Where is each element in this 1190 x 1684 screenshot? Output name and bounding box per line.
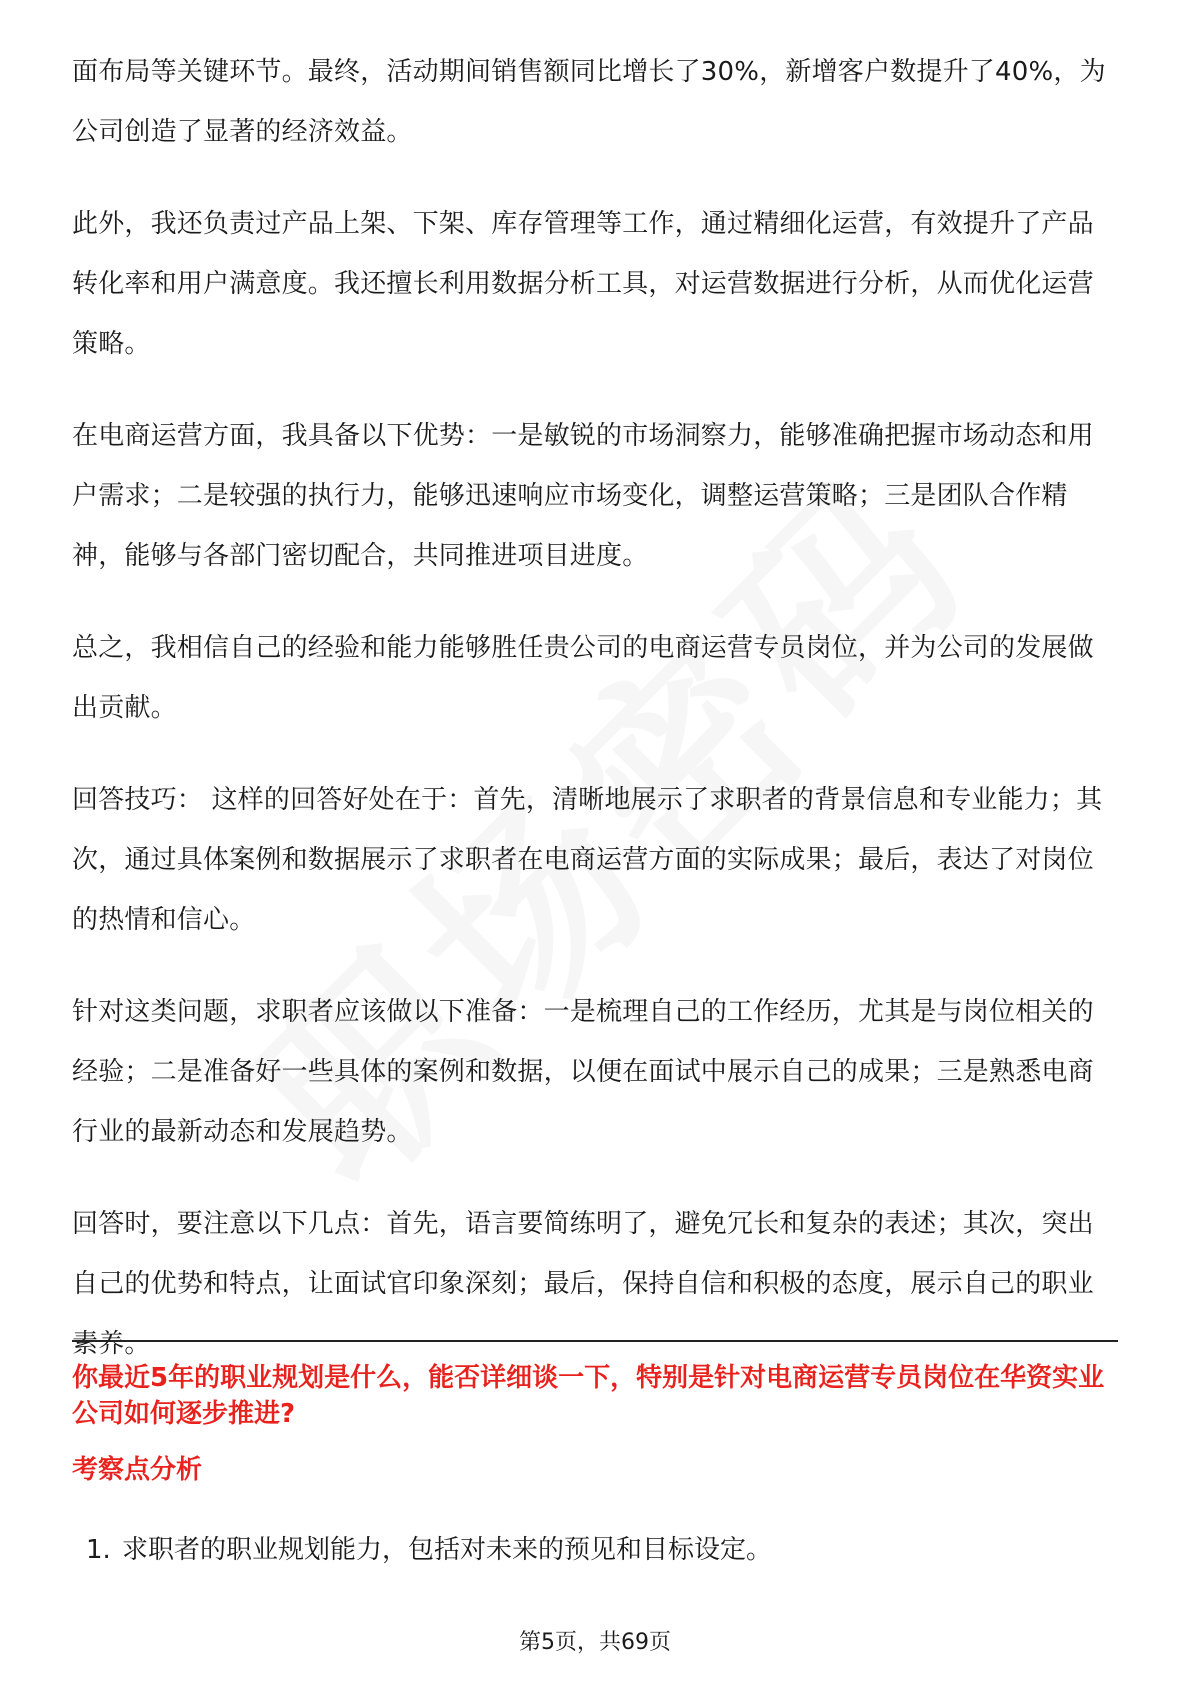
paragraph: 面布局等关键环节。最终，活动期间销售额同比增长了30%，新增客户数提升了40%，为公司创造了显著的经济效益。 [72,57,1106,147]
paragraph: 总之，我相信自己的经验和能力能够胜任贵公司的电商运营专员岗位，并为公司的发展做出贡献。 [72,633,1094,723]
list-item-text: 求职者的职业规划能力，包括对未来的预见和目标设定。 [122,1535,773,1565]
paragraph: 回答技巧： 这样的回答好处在于：首先，清晰地展示了求职者的背景信息和专业能力；其次，通过具体案例和数据展示了求职者在电商运营方面的实际成果；最后，表达了对岗位的热情和信心。 [72,785,1103,935]
section-divider [72,1340,1118,1342]
list-item [86,1532,1116,1568]
body-text [72,42,1118,1406]
page-footer: 第5页，共69页 [519,1630,671,1655]
paragraph: 针对这类问题，求职者应该做以下准备：一是梳理自己的工作经历，尤其是与岗位相关的经验；二是准备好一些具体的案例和数据，以便在面试中展示自己的成果；三是熟悉电商行业的最新动态和发展趋势。 [72,997,1094,1147]
paragraph: 此外，我还负责过产品上架、下架、库存管理等工作，通过精细化运营，有效提升了产品转化率和用户满意度。我还擅长利用数据分析工具，对运营数据进行分析，从而优化运营策略。 [72,209,1094,359]
paragraph: 在电商运营方面，我具备以下优势：一是敏锐的市场洞察力，能够准确把握市场动态和用户需求；二是较强的执行力，能够迅速响应市场变化，调整运营策略；三是团队合作精神，能够与各部门密切配合，共同推进项目进度。 [72,421,1094,571]
paragraph: 回答时，要注意以下几点：首先，语言要简练明了，避免冗长和复杂的表述；其次，突出自己的优势和特点，让面试官印象深刻；最后，保持自信和积极的态度，展示自己的职业素养。 [72,1209,1094,1359]
list-item-number: 1. [86,1535,111,1565]
section-title: 考察点分析 [72,1455,203,1485]
interview-question: 你最近5年的职业规划是什么，能否详细谈一下，特别是针对电商运营专员岗位在华资实业公司如何逐步推进? [72,1363,1105,1429]
analysis-list [86,1532,1116,1568]
